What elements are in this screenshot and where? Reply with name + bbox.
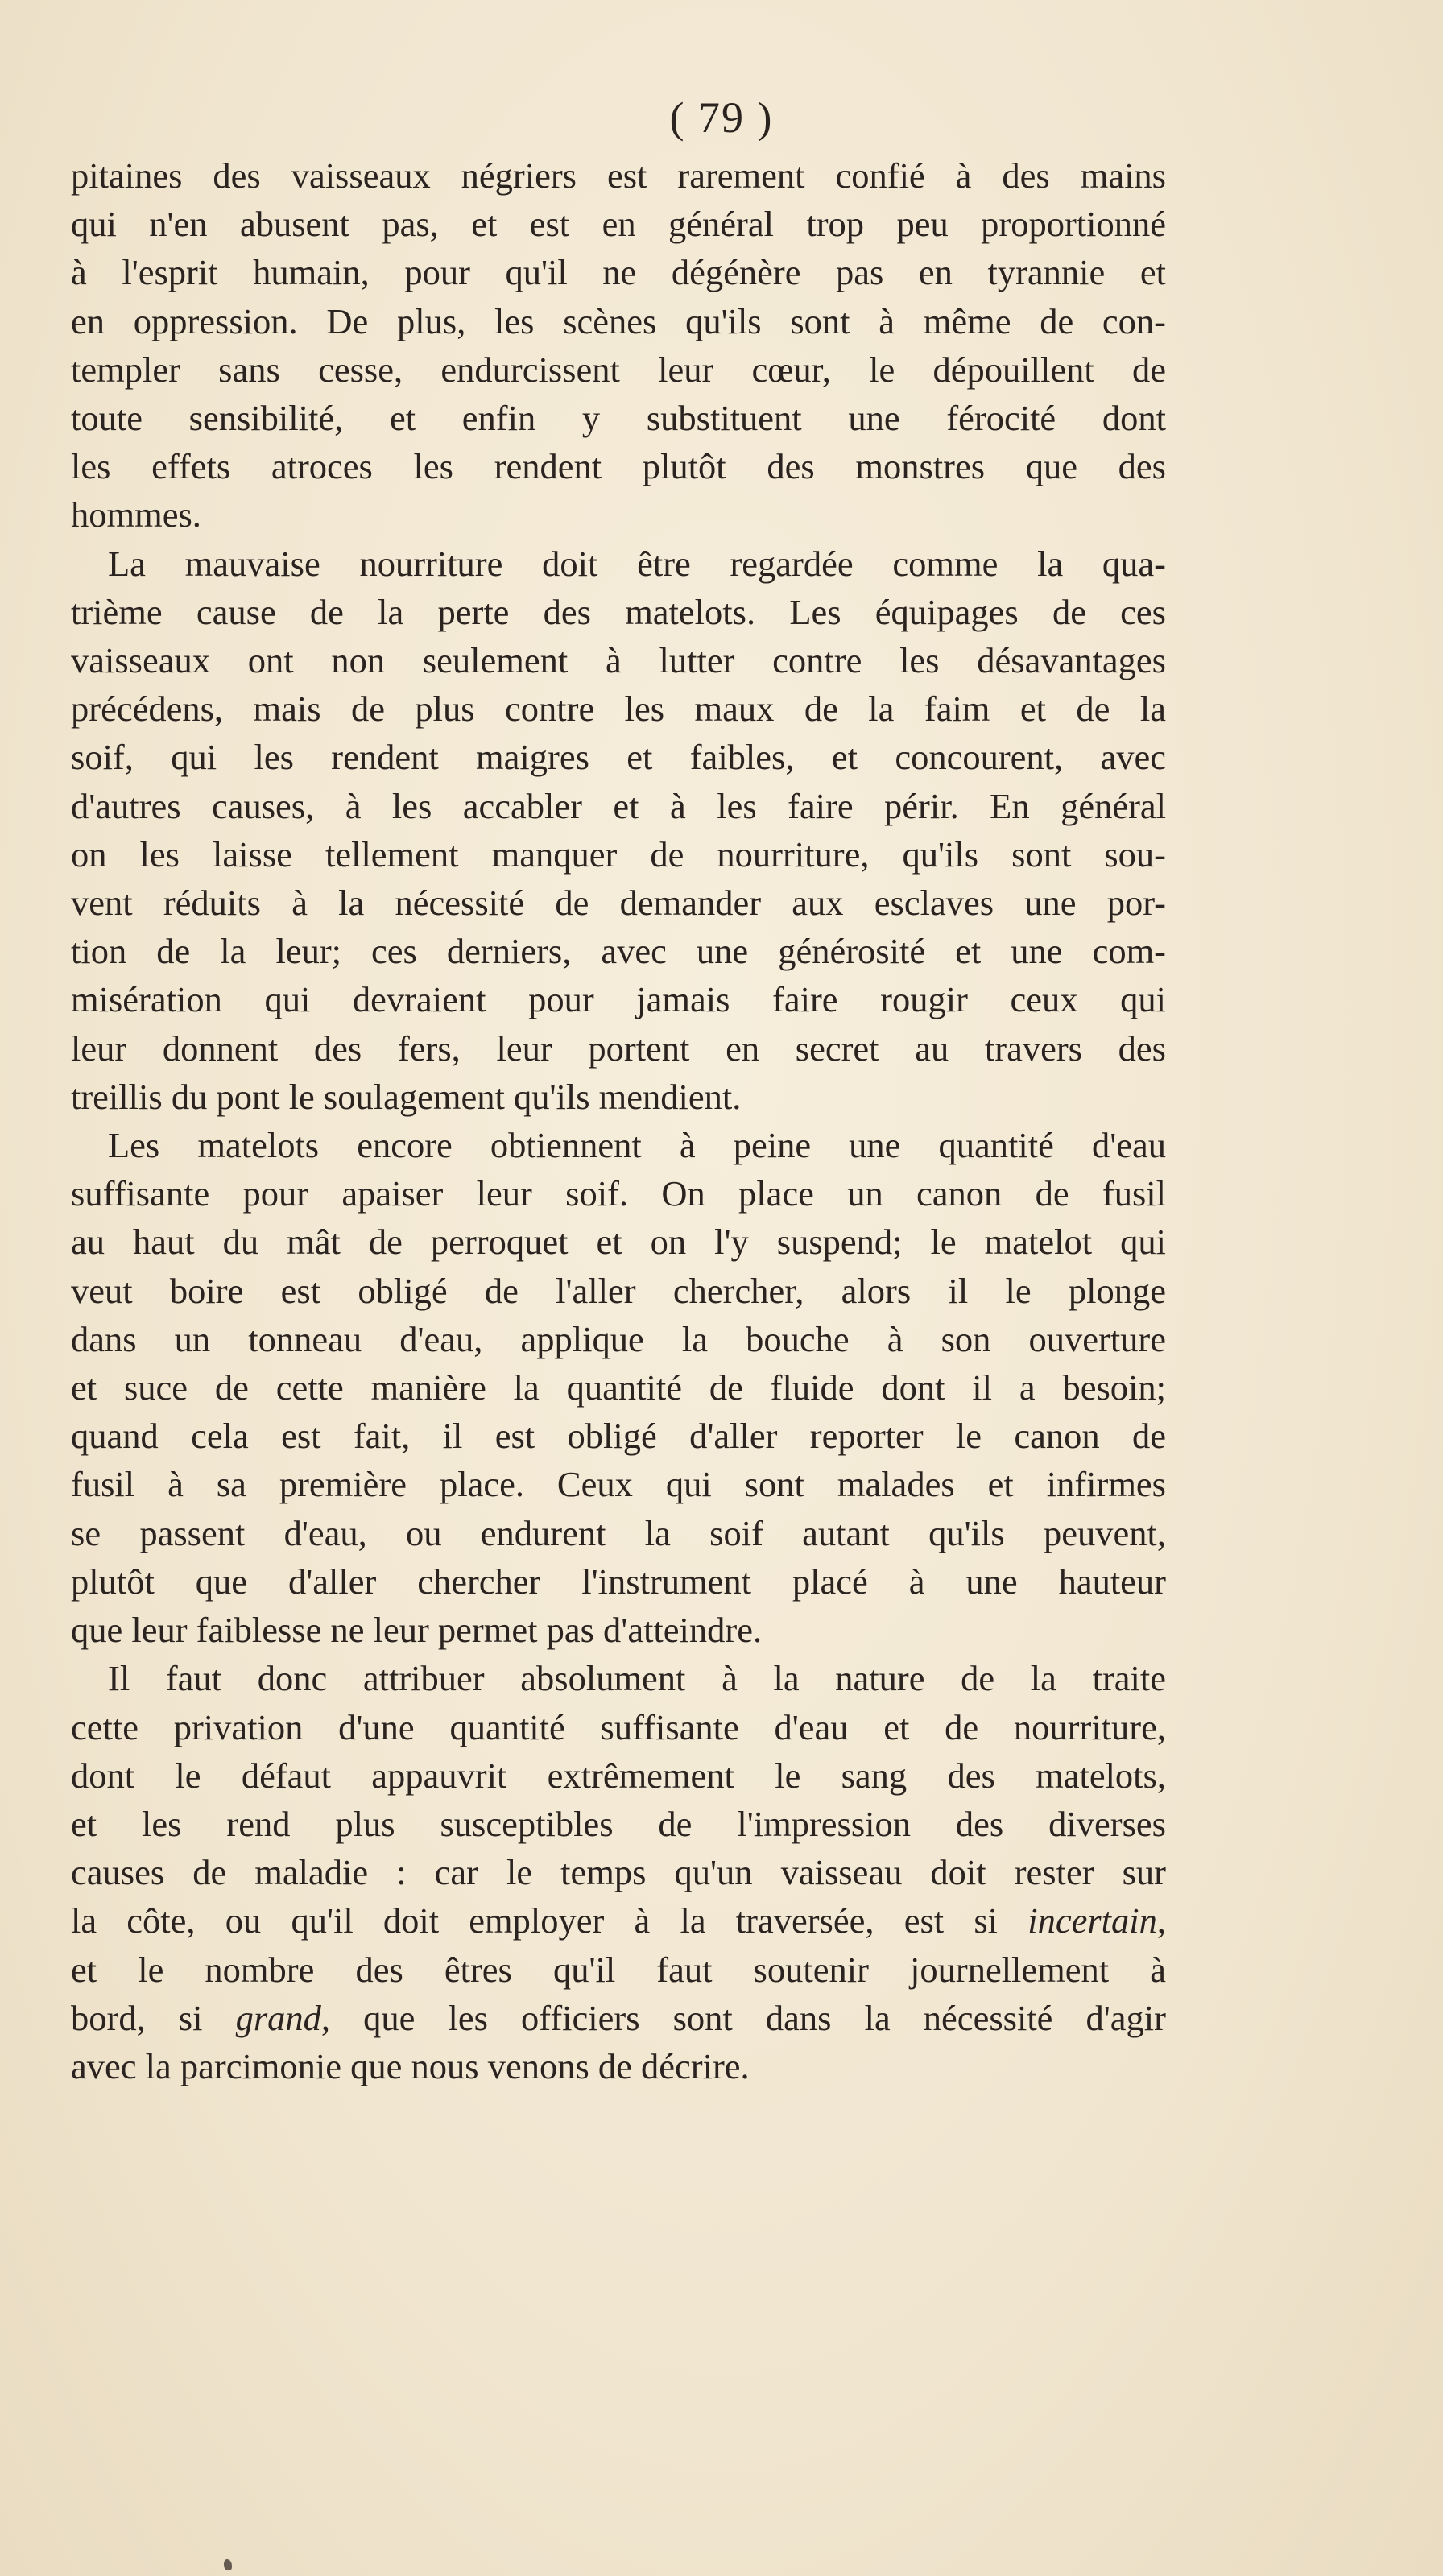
text-line: en oppression. De plus, les scènes qu'ils sont à même de con- bbox=[71, 300, 1166, 341]
paragraph-1 bbox=[71, 151, 1166, 540]
text-line: à l'esprit humain, pour qu'il ne dégénère pas en tyrannie et bbox=[71, 252, 1166, 293]
text-line: et les rend plus susceptibles de l'impression des diverses bbox=[71, 1803, 1166, 1844]
text-line: Les matelots encore obtiennent à peine une quantité d'eau bbox=[108, 1125, 1166, 1166]
text-line: cette privation d'une quantité suffisante d'eau et de nourriture, bbox=[71, 1706, 1166, 1747]
text-line: les effets atroces les rendent plutôt des monstres que des bbox=[71, 446, 1166, 487]
text-line: quand cela est fait, il est obligé d'aller reporter le canon de bbox=[71, 1416, 1166, 1457]
text-line: pitaines des vaisseaux négriers est rarement confié à des mains bbox=[71, 155, 1166, 196]
text-line: hommes. bbox=[71, 494, 201, 535]
text-line: plutôt que d'aller chercher l'instrument placé à une hauteur bbox=[71, 1561, 1166, 1602]
text-line: qui n'en abusent pas, et est en général trop peu proportionné bbox=[71, 204, 1166, 245]
text-line: leur donnent des fers, leur portent en secret au travers des bbox=[71, 1028, 1166, 1069]
paragraph-4 bbox=[71, 1654, 1166, 2090]
emphasized-word: incertain bbox=[1027, 1900, 1157, 1941]
text-line: on les laisse tellement manquer de nourriture, qu'ils sont sou- bbox=[71, 833, 1166, 875]
text-line: soif, qui les rendent maigres et faibles, et concourent, avec bbox=[71, 737, 1166, 778]
text-line: misération qui devraient pour jamais faire rougir ceux qui bbox=[71, 979, 1166, 1020]
body-text bbox=[71, 151, 1166, 2090]
text-line: d'autres causes, à les accabler et à les faire périr. En général bbox=[71, 785, 1166, 826]
text-line: au haut du mât de perroquet et on l'y suspend; le matelot qui bbox=[71, 1222, 1166, 1263]
text-line: vaisseaux ont non seulement à lutter contre les désavantages bbox=[71, 640, 1166, 681]
text-line: treillis du pont le soulagement qu'ils mendient. bbox=[71, 1076, 742, 1117]
emphasized-word: grand bbox=[235, 1997, 321, 2038]
page-number: ( 79 ) bbox=[669, 93, 774, 142]
text-line: veut boire est obligé de l'aller chercher, alors il le plonge bbox=[71, 1270, 1166, 1311]
paragraph-3 bbox=[71, 1121, 1166, 1654]
text-line: templer sans cesse, endurcissent leur cœur, le dépouillent de bbox=[71, 349, 1166, 390]
text-line: se passent d'eau, ou endurent la soif autant qu'ils peuvent, bbox=[71, 1512, 1166, 1553]
text-line: la côte, ou qu'il doit employer à la traversée, est si incertain, bbox=[71, 1900, 1166, 1941]
text-line: causes de maladie : car le temps qu'un vaisseau doit rester sur bbox=[71, 1852, 1166, 1893]
text-line: et le nombre des êtres qu'il faut soutenir journellement à bbox=[71, 1949, 1166, 1990]
text-line: trième cause de la perte des matelots. Les équipages de ces bbox=[71, 591, 1166, 632]
text-line: La mauvaise nourriture doit être regardée comme la qua- bbox=[108, 543, 1166, 584]
text-line: tion de la leur; ces derniers, avec une générosité et une com- bbox=[71, 931, 1166, 972]
paragraph-2 bbox=[71, 540, 1166, 1121]
paper-speck bbox=[224, 2559, 232, 2570]
text-line: avec la parcimonie que nous venons de décrire. bbox=[71, 2045, 750, 2086]
text-line: dont le défaut appauvrit extrêmement le sang des matelots, bbox=[71, 1755, 1166, 1796]
text-line: que leur faiblesse ne leur permet pas d'atteindre. bbox=[71, 1610, 763, 1651]
text-line: dans un tonneau d'eau, applique la bouche à son ouverture bbox=[71, 1318, 1166, 1359]
text-line: bord, si grand, que les officiers sont dans la nécessité d'agir bbox=[71, 1997, 1166, 2038]
text-line: fusil à sa première place. Ceux qui sont malades et infirmes bbox=[71, 1464, 1166, 1505]
text-line: précédens, mais de plus contre les maux de la faim et de la bbox=[71, 688, 1166, 730]
text-line: vent réduits à la nécessité de demander aux esclaves une por- bbox=[71, 883, 1166, 924]
text-line: Il faut donc attribuer absolument à la nature de la traite bbox=[108, 1658, 1166, 1699]
text-line: suffisante pour apaiser leur soif. On place un canon de fusil bbox=[71, 1173, 1166, 1214]
text-line: et suce de cette manière la quantité de fluide dont il a besoin; bbox=[71, 1367, 1166, 1408]
text-line: toute sensibilité, et enfin y substituent une férocité dont bbox=[71, 398, 1166, 439]
